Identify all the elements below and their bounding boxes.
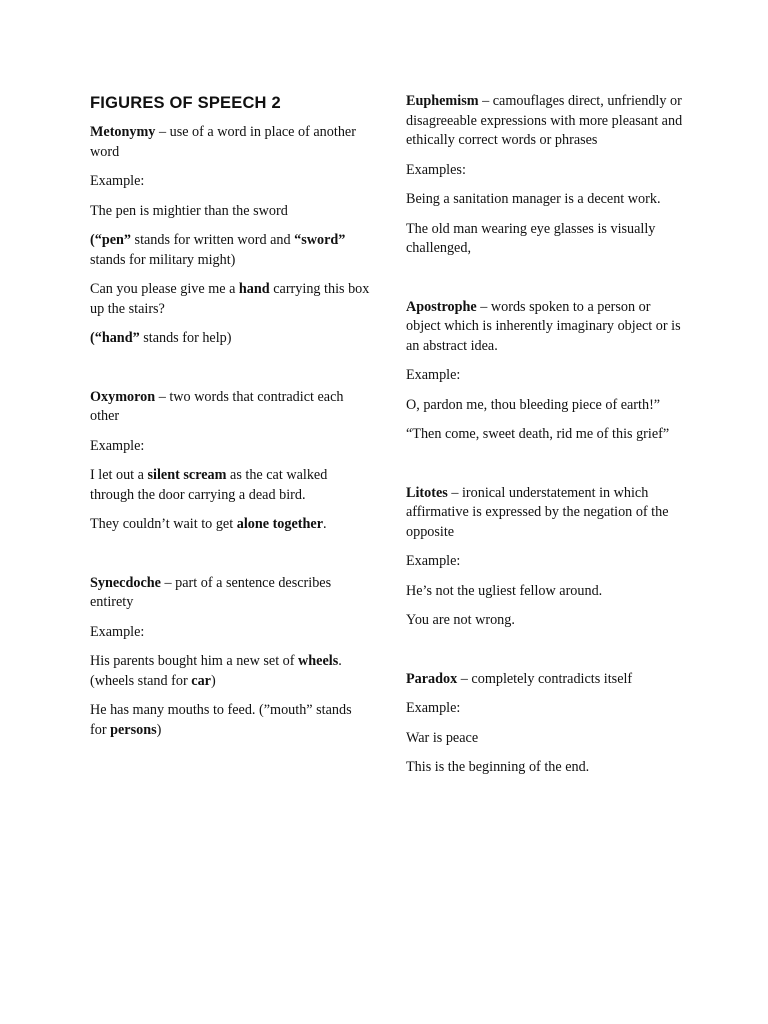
text-run: O, pardon me, thou bleeding piece of earth!” <box>406 396 661 413</box>
text-run: I let out a <box>90 467 148 483</box>
bold-term: silent scream <box>147 467 227 483</box>
bold-term: persons <box>110 721 157 738</box>
text-run: Example: <box>90 437 145 454</box>
right-paragraph <box>406 366 684 386</box>
text-run: . (wheels stand for <box>90 653 342 689</box>
text-run: This is the beginning of the end. <box>406 759 590 775</box>
text-run: – completely contradicts itself <box>457 670 633 687</box>
left-paragraph <box>90 515 370 535</box>
bold-term: (“pen” <box>90 232 131 248</box>
bold-term: Euphemism <box>406 93 479 109</box>
bold-term: car <box>191 672 211 689</box>
bold-term: alone together <box>236 516 324 532</box>
bold-term: Apostrophe <box>406 298 477 315</box>
text-run: Example: <box>406 553 461 569</box>
right-paragraph <box>406 298 684 357</box>
left-paragraph <box>90 574 370 613</box>
text-run: – two words that contradict each other <box>90 388 344 424</box>
left-paragraph <box>90 172 370 192</box>
right-paragraph <box>406 161 684 181</box>
text-run: He has many mouths to feed. (”mouth” stands for <box>90 702 352 738</box>
text-run: Example: <box>90 623 145 640</box>
left-paragraph <box>90 466 370 505</box>
right-paragraph <box>406 611 684 631</box>
text-run: “Then come, sweet death, rid me of this grief” <box>406 426 670 442</box>
section-spacer <box>90 359 370 388</box>
text-run: You are not wrong. <box>406 612 515 628</box>
left-paragraph <box>90 231 370 270</box>
left-column <box>90 92 370 750</box>
text-run: – ironical understatement in which affirmative is expressed by the negation of the opposite <box>406 484 669 540</box>
left-paragraph <box>90 701 370 740</box>
left-paragraph <box>90 652 370 691</box>
text-run: Can you please give me a <box>90 281 239 297</box>
left-paragraph <box>90 123 370 162</box>
right-paragraph <box>406 729 684 749</box>
text-run: Examples: <box>406 161 466 178</box>
text-run: Example: <box>406 367 461 383</box>
text-run: as the cat walked through the door carrying a dead bird. <box>90 467 328 503</box>
right-paragraph <box>406 582 684 602</box>
section-spacer <box>406 269 684 298</box>
bold-term: Synecdoche <box>90 574 161 591</box>
text-run: – use of a word in place of another word <box>90 124 356 160</box>
page-title: FIGURES OF SPEECH 2 <box>90 94 281 112</box>
text-run: The old man wearing eye glasses is visually challenged, <box>406 220 656 256</box>
right-paragraph <box>406 425 684 445</box>
bold-term: (“hand” <box>90 330 140 346</box>
bold-term: “sword” <box>294 232 346 248</box>
right-paragraph <box>406 484 684 543</box>
bold-term: hand <box>238 281 270 297</box>
left-paragraph <box>90 623 370 643</box>
text-run: – camouflages direct, unfriendly or disagreeable expressions with more pleasant and ethically correct words or phrases <box>406 93 683 148</box>
text-run: They couldn’t wait to get <box>90 516 237 532</box>
text-run: stands for written word and <box>131 232 295 248</box>
text-run: Example: <box>406 700 461 716</box>
right-paragraph <box>406 552 684 572</box>
bold-term: wheels <box>298 653 339 669</box>
left-paragraph <box>90 202 370 222</box>
bold-term: Metonymy <box>90 124 156 140</box>
left-paragraph <box>90 437 370 457</box>
text-run: The pen is mightier than the sword <box>90 202 288 219</box>
left-paragraph <box>90 388 370 427</box>
right-paragraph <box>406 92 684 151</box>
right-column <box>406 92 684 788</box>
right-paragraph <box>406 758 684 778</box>
section-spacer <box>406 641 684 670</box>
right-paragraph <box>406 396 684 416</box>
text-run: Example: <box>90 173 145 189</box>
text-run: stands for help) <box>139 330 232 346</box>
text-run: – part of a sentence describes entirety <box>90 574 332 610</box>
text-run: War is peace <box>406 729 479 746</box>
text-run: Being a sanitation manager is a decent work. <box>406 191 661 207</box>
bold-term: Paradox <box>406 670 458 687</box>
text-run: ) <box>156 721 162 738</box>
section-spacer <box>406 455 684 484</box>
right-paragraph <box>406 220 684 259</box>
text-run: – words spoken to a person or object which is inherently imaginary object or is an abstract idea. <box>406 298 681 354</box>
text-run: stands for military might) <box>90 251 236 268</box>
left-paragraph <box>90 280 370 319</box>
right-paragraph <box>406 190 684 210</box>
text-run: ) <box>210 672 216 689</box>
right-paragraph <box>406 699 684 719</box>
text-run: carrying this box up the stairs? <box>90 281 370 317</box>
text-run: His parents bought him a new set of <box>90 653 299 669</box>
left-paragraph <box>90 329 370 349</box>
bold-term: Litotes <box>406 484 448 501</box>
text-run: . <box>323 516 327 532</box>
right-column-content <box>406 92 684 778</box>
right-paragraph <box>406 670 684 690</box>
bold-term: Oxymoron <box>90 388 156 405</box>
text-run: He’s not the ugliest fellow around. <box>406 582 603 599</box>
section-spacer <box>90 545 370 574</box>
left-column-content <box>90 123 370 740</box>
